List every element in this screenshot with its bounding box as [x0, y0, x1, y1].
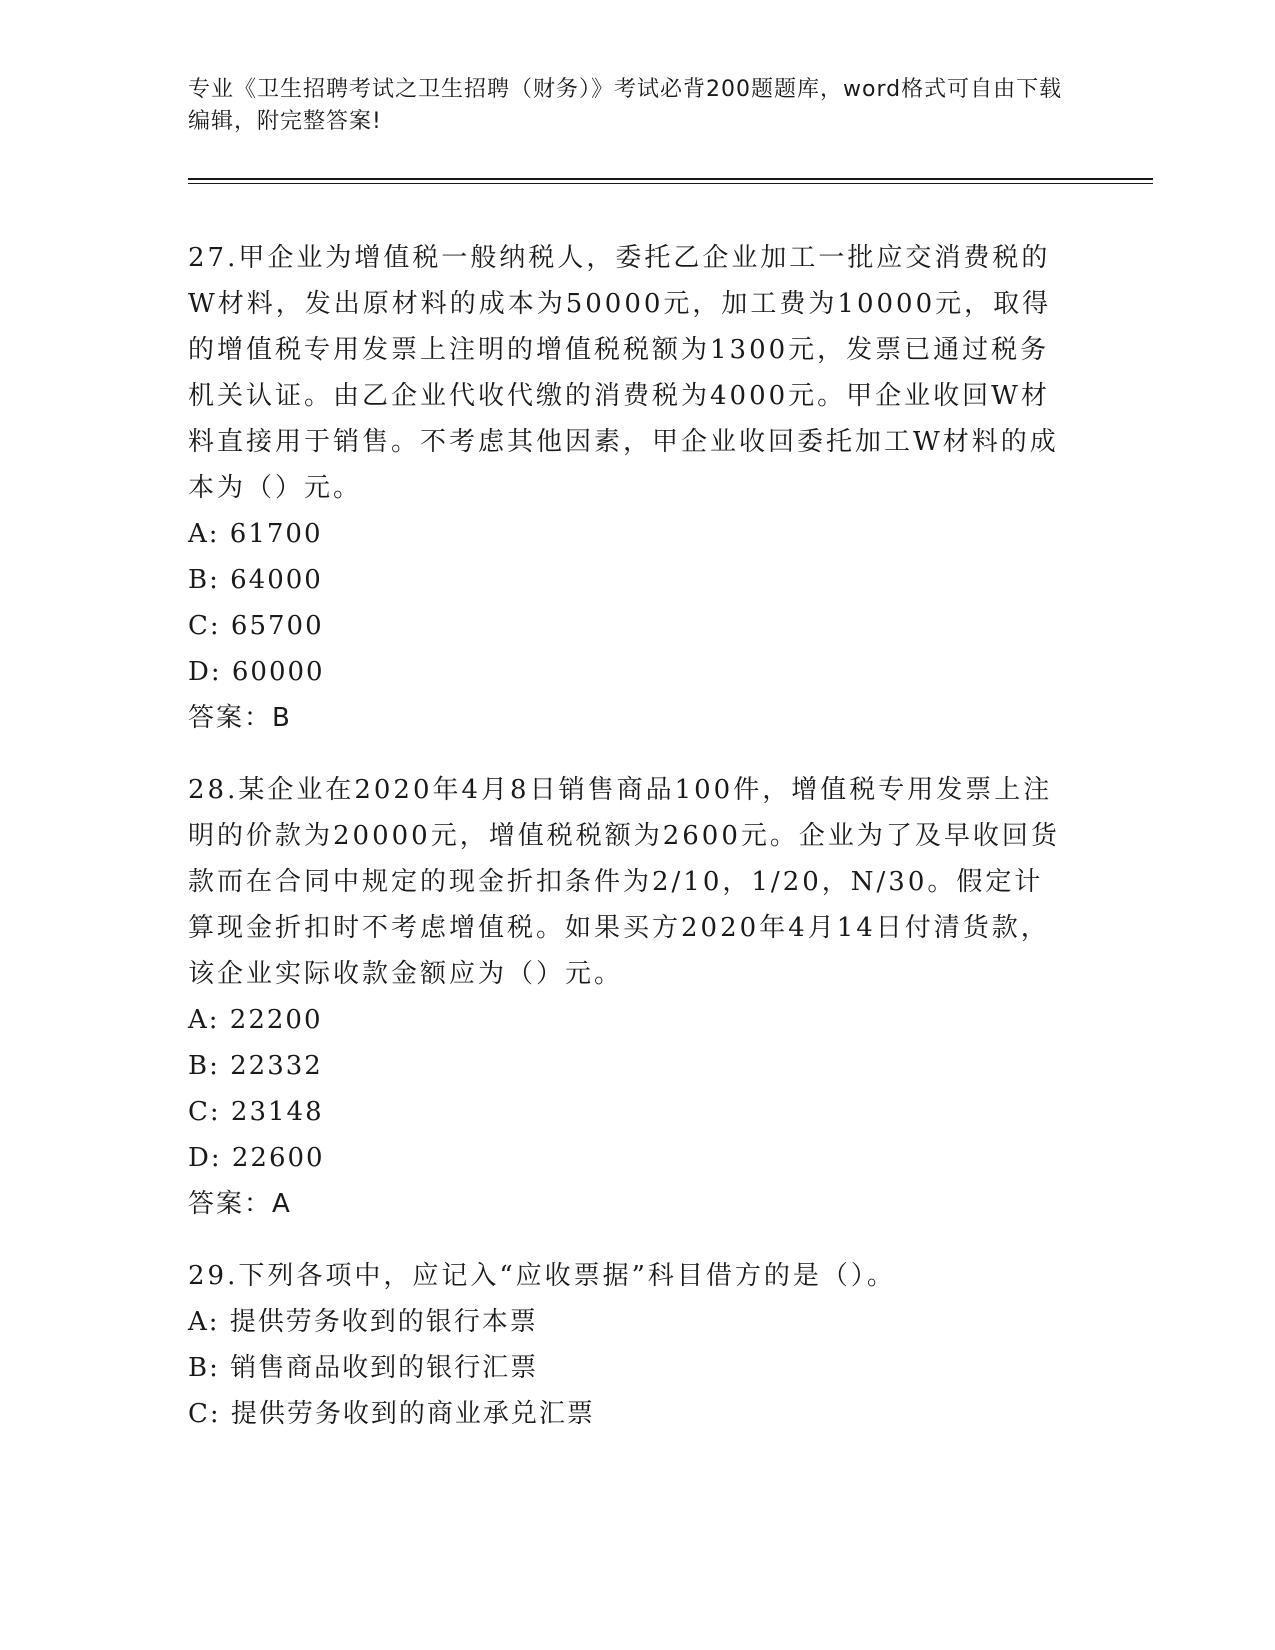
- option-a: A: 22200: [188, 1005, 323, 1035]
- option-d: D: 60000: [188, 657, 325, 687]
- option-b: B: 64000: [188, 565, 323, 595]
- question-27: [188, 235, 1068, 741]
- option-b: B: 销售商品收到的银行汇票: [188, 1353, 539, 1383]
- option-b: B: 22332: [188, 1051, 323, 1081]
- question-list: [188, 235, 1068, 1463]
- option-d: D: 22600: [188, 1143, 325, 1173]
- header-divider-thin: [188, 183, 1153, 184]
- answer: 答案：A: [188, 1189, 292, 1219]
- option-c: C: 23148: [188, 1097, 324, 1127]
- option-c: C: 提供劳务收到的商业承兑汇票: [188, 1399, 595, 1429]
- header-divider-thick: [188, 178, 1153, 180]
- option-a: A: 提供劳务收到的银行本票: [188, 1307, 538, 1337]
- answer: 答案：B: [188, 703, 292, 733]
- question-stem: 29.下列各项中，应记入“应收票据”科目借方的是（）。: [188, 1261, 896, 1291]
- question-28: [188, 767, 1068, 1227]
- document-header: 专业《卫生招聘考试之卫生招聘（财务）》考试必背200题题库，word格式可自由下载编辑，附完整答案!: [188, 77, 1063, 134]
- option-c: C: 65700: [188, 611, 324, 641]
- question-stem: 28.某企业在2020年4月8日销售商品100件，增值税专用发票上注明的价款为20000元，增值税税额为2600元。企业为了及早收回货款而在合同中规定的现金折扣条件为2/10，1/20，N/30。假定计算现金折扣时不考虑增值税。如果买方2020年4月14日付清货款，该企业实际收款金额应为（）元。: [188, 775, 1060, 989]
- question-stem: 27.甲企业为增值税一般纳税人，委托乙企业加工一批应交消费税的W材料，发出原材料的成本为50000元，加工费为10000元，取得的增值税专用发票上注明的增值税税额为1300元，发票已通过税务机关认证。由乙企业代收代缴的消费税为4000元。甲企业收回W材料直接用于销售。不考虑其他因素，甲企业收回委托加工W材料的成本为（）元。: [188, 243, 1059, 503]
- option-a: A: 61700: [188, 519, 323, 549]
- question-29: [188, 1253, 1068, 1437]
